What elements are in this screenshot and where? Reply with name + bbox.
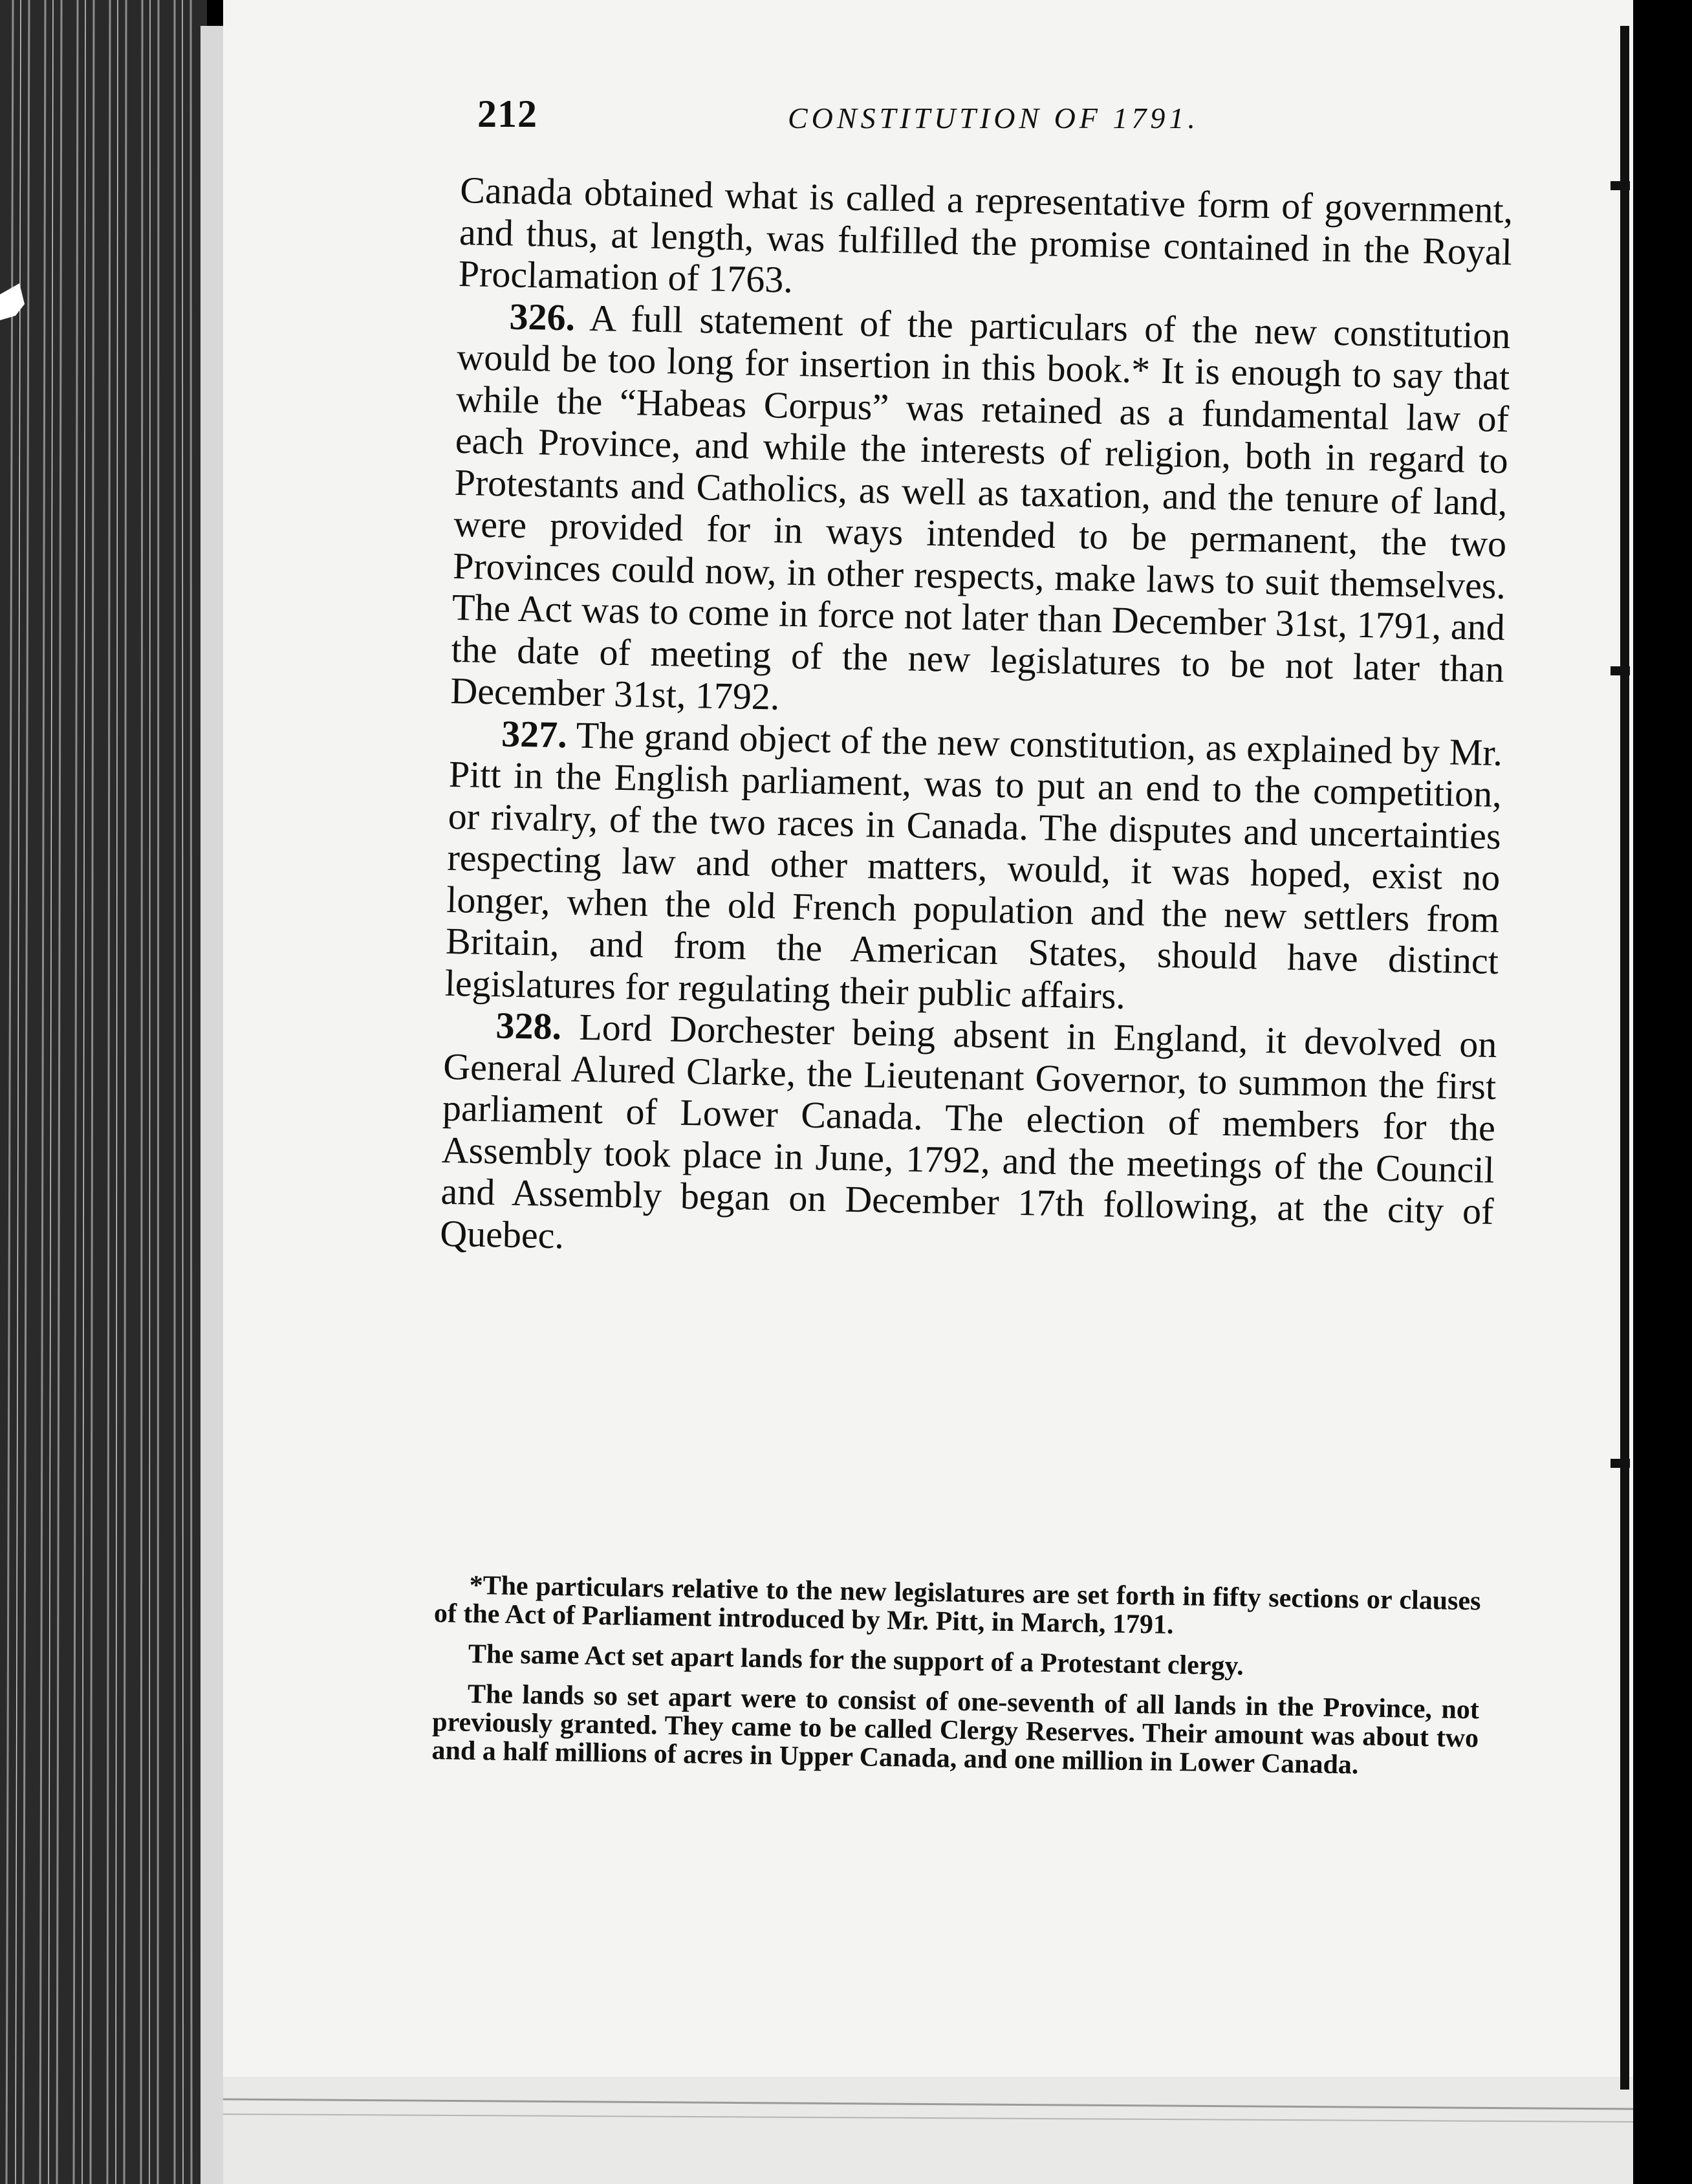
footnote-1: *The particulars relative to the new legislatures are set forth in fifty sections or clauses of the Act of Parliament introduced by Mr. Pitt, in March, 1791. [433, 1570, 1481, 1640]
section-number: 328. [495, 1004, 562, 1048]
footnote-3: The lands so set apart were to consist of one-seventh of all lands in the Province, not previously granted. They came to be called Clergy Reserves. Their amount was about two and a half millions of acres in Upper Canada, and one million in Lower Canada. [431, 1679, 1480, 1780]
paragraph-327 [444, 712, 1502, 1024]
running-title: CONSTITUTION OF 1791. [788, 102, 1199, 135]
section-number: 326. [509, 295, 576, 338]
running-head [477, 92, 1512, 150]
paragraph-text: The grand object of the new constitution, as explained by Mr. Pitt in the English parliament, was to put an end to the competition, or rivalry, of the two races in Canada. The disputes and uncertainties respecting law and other matters, would, it was hoped, exist no longer, when the old French population and the new settlers from Britain, and from the American States, should have distinct legislatures for regulating their public affairs. [444, 714, 1503, 1017]
page-number: 212 [477, 93, 537, 135]
paragraph-text: Lord Dorchester being absent in England, it devolved on General Alured Clarke, the Lieutenant Governor, to summon the first parliament of Lower Canada. The election of members for the Assembly took place in June, 1792, and the meetings of the Council and Assembly began on December 17th following, at the city of Quebec. [439, 1005, 1497, 1256]
footnotes [431, 1571, 1481, 1793]
paragraph-328 [440, 1004, 1497, 1274]
paragraph-326 [450, 294, 1511, 732]
paragraph-text: A full statement of the particulars of the new constitution would be too long for insertion in this book.* It is enough to say that while the “Habeas Corpus” was retained as a fundamental law of each Province, and while the interests of religion, both in regard to Protestants and Catholics, as well as taxation, and the tenure of land, were provided for in ways intended to be permanent, the two Provinces could now, in other respects, make laws to suit themselves. The Act was to come in force not later than December 31st, 1791, and the date of meeting of the new legislatures to be not later than December 31st, 1792. [450, 296, 1512, 718]
footnote-2: The same Act set apart lands for the support of a Protestant clergy. [468, 1639, 1244, 1681]
paragraph-continuation: Canada obtained what is called a representative form of government, and thus, at length, was fulfilled the promise contained in the Royal Proclamation of 1763. [458, 169, 1513, 301]
body-text [440, 169, 1513, 1274]
section-number: 327. [501, 712, 568, 756]
